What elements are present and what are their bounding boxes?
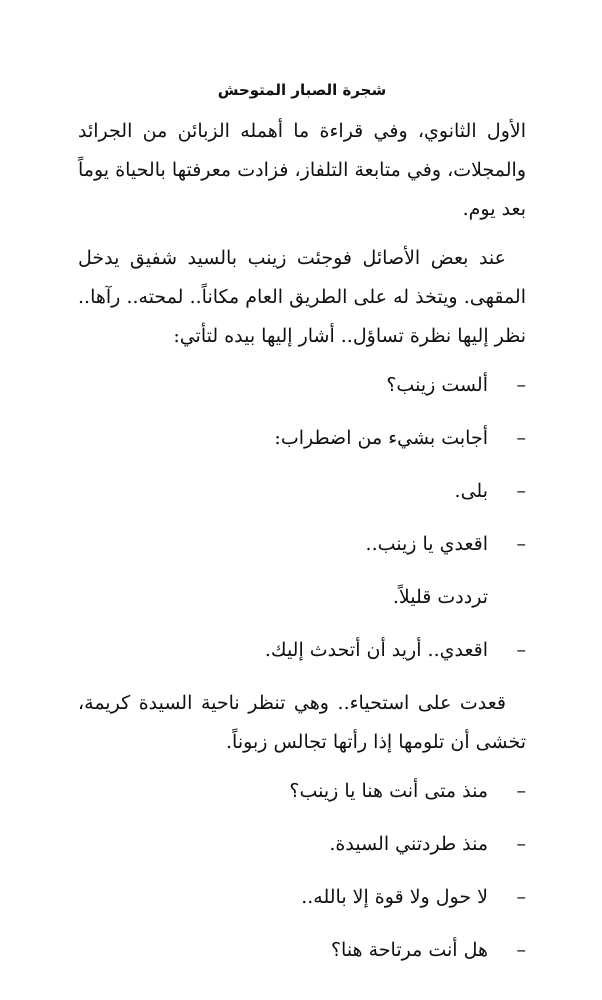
dialogue-line-3 [78, 472, 526, 511]
paragraph-1: الأول الثانوي، وفي قراءة ما أهمله الزبائن من الجرائد والمجلات، وفي متابعة التلفاز، فزادت معرفتها بالحياة يوماً بعد يوم. [78, 120, 526, 220]
dialogue-text: أجابت بشيء من اضطراب: [274, 427, 488, 449]
dialogue-dash: – [516, 639, 526, 661]
dialogue-line-2 [78, 419, 526, 458]
dialogue-text: اقعدي.. أريد أن أتحدث إليك. [264, 639, 488, 661]
dialogue-text: هل أنت مرتاحة هنا؟ [330, 939, 488, 961]
dialogue-dash: – [516, 374, 526, 396]
dialogue-text: ألست زينب؟ [386, 374, 488, 396]
dialogue-text: لا حول ولا قوة إلا بالله.. [301, 886, 488, 908]
dialogue-line-4 [78, 525, 526, 564]
dialogue-dash: – [516, 480, 526, 502]
dialogue-line-1 [78, 366, 526, 405]
dialogue-dash: – [516, 427, 526, 449]
dialogue-line-8 [78, 878, 526, 917]
dialogue-line-6 [78, 772, 526, 811]
page-title: شجرة الصبار المتوحش [217, 81, 387, 99]
book-page [78, 70, 526, 984]
dialogue-line-7 [78, 825, 526, 864]
paragraph-2: عند بعض الأصائل فوجئت زينب بالسيد شفيق يدخل المقهى. ويتخذ له على الطريق العام مكاناً.. لمحته.. رآها.. نظر إليها نظرة تساؤل.. أشار إليها بيده لتأتي: [78, 247, 526, 347]
dialogue-text: منذ متى أنت هنا يا زينب؟ [289, 780, 488, 802]
dialogue-dash: – [516, 833, 526, 855]
paragraph-3: قعدت على استحياء.. وهي تنظر ناحية السيدة كريمة، تخشى أن تلومها إذا رأتها تجالس زبوناً. [78, 692, 526, 753]
dialogue-dash: – [516, 939, 526, 961]
dialogue-dash: – [516, 886, 526, 908]
dialogue-text: منذ طردتني السيدة. [329, 833, 488, 855]
dialogue-dash: – [516, 533, 526, 555]
dialogue-line-9 [78, 931, 526, 970]
narration-line: ترددت قليلاً. [392, 586, 488, 608]
dialogue-text: بلى. [454, 480, 488, 502]
dialogue-text: اقعدي يا زينب.. [365, 533, 488, 555]
dialogue-line-5 [78, 631, 526, 670]
dialogue-dash: – [516, 780, 526, 802]
